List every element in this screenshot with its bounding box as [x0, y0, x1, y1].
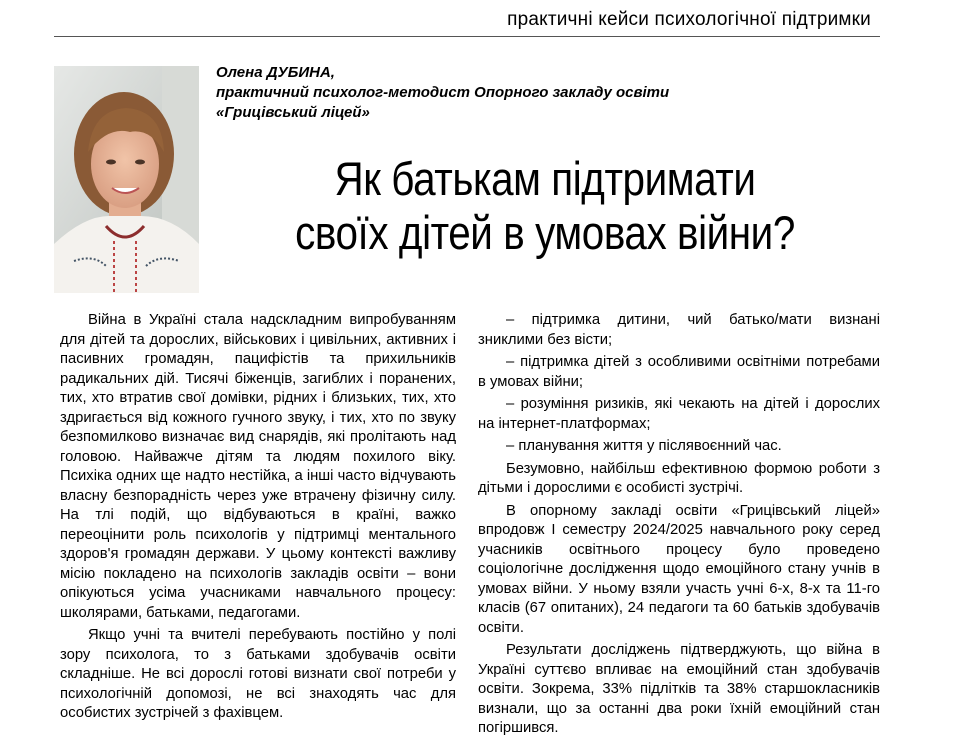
paragraph: Якщо учні та вчителі перебувають постійно у полі зору психолога, то з батьками здобувачів освіти складніше. Не всі дорослі готові визнати свої потреби у психологічній допомозі, не всі знаходять час для особистих зустрічей з фахівцем. — [60, 627, 456, 721]
article-column-left — [60, 311, 456, 724]
list-item: – розуміння ризиків, які чекають на дітей і дорослих на інтернет-платформах; — [478, 396, 880, 432]
list-item: – підтримка дитини, чий батько/мати визнані зниклими без вісти; — [478, 312, 880, 348]
paragraph: Війна в Україні стала надскладним випробуванням для дітей та дорослих, військових і цивільних, активних і пасивних громадян, пацифістів та прихильників радикальних дій. Тисячі біженців, загиблих і поранених, тих, хто втратив свої домівки, рідних і близьких, тих, хто здригається від кожного гучного звуку, і тих, хто по звуку безпомилково визначає вид снарядів, які пролітають над головою. Найважче дітям та людям похилого віку. Психіка одних ще надто нестійка, а інші часто відчувають власну безпорадність через уже втрачену фізичну силу. На тлі подій, що відбуваються в країні, важко переоцінити роль психологів у підтримці ментального здоров'я громадян держави. У цьому контексті важливу місію покладено на психологів закладів освіти – вони опікуються усіма учасниками навчального процесу: школярами, батьками, педагогами. — [60, 312, 456, 621]
author-position: практичний психолог-методист Опорного закладу освіти — [216, 84, 670, 101]
header-divider — [54, 36, 880, 37]
article-title-line-1: Як батькам підтримати — [334, 152, 756, 205]
paragraph: В опорному закладі освіти «Грицівський ліцей» впродовж I семестру 2024/2025 навчального року серед учасників освітнього процесу було проведено соціологічне дослідження щодо емоційного стану учнів в умовах війни. У ньому взяли участь учні 6-х, 8-х та 11-го класів (67 опитаних), 24 педагоги та 60 батьків здобувачів освіти. — [478, 502, 880, 636]
author-name: Олена ДУБИНА, — [216, 64, 335, 81]
section-title: практичні кейси психологічної підтримки — [507, 9, 871, 30]
article-column-right — [478, 311, 880, 739]
article-title-line-2: своїх дітей в умовах війни? — [295, 206, 795, 259]
list-item: – планування життя у післявоєнний час. — [506, 438, 782, 454]
paragraph: Результати досліджень підтверджують, що війна в Україні суттєво впливає на емоційний стан здобувачів освіти. Зокрема, 33% підлітків та 38% старшокласників визнали, що за останні два роки їхній емоційний стан погіршився. — [478, 642, 880, 736]
paragraph: Безумовно, найбільш ефективною формою роботи з дітьми і дорослими є особисті зустрічі. — [478, 460, 880, 496]
author-photo — [54, 66, 199, 293]
author-byline — [216, 63, 669, 123]
author-institution: «Грицівський ліцей» — [216, 104, 370, 121]
list-item: – підтримка дітей з особливими освітніми потребами в умовах війни; — [478, 354, 880, 390]
